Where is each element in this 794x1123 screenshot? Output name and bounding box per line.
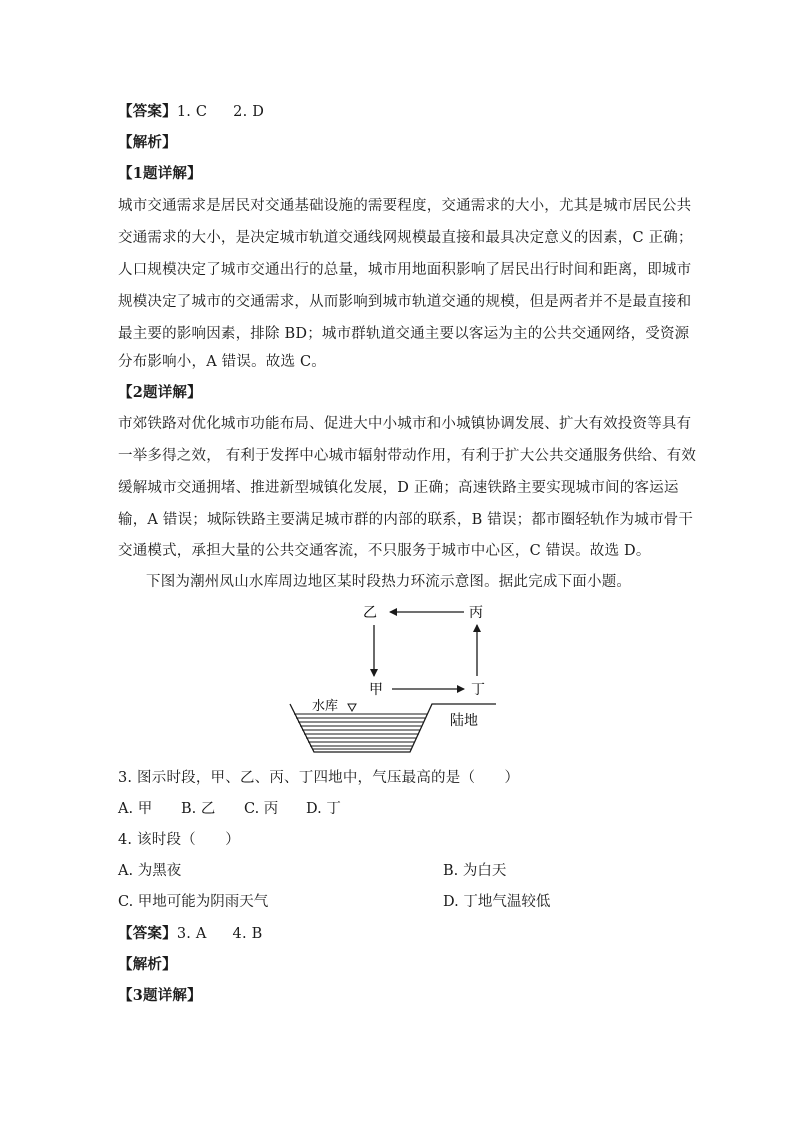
q1-text-line: 最主要的影响因素，排除 BD；城市群轨道交通主要以客运为主的公共交通网络，受资源 <box>118 326 690 342</box>
answer-label: 【答案】 <box>118 103 177 120</box>
analysis-label: 【解析】 <box>118 956 177 973</box>
q2-text-line: 交通模式，承担大量的公共交通客流，不只服务于城市中心区，C 错误。故选 D。 <box>118 543 651 559</box>
q1-text-line: 分布影响小，A 错误。故选 C。 <box>118 354 326 370</box>
q1-text-line: 人口规模决定了城市交通出行的总量，城市用地面积影响了居民出行时间和距离，即城市 <box>118 262 692 278</box>
thermal-circulation-diagram <box>286 598 496 758</box>
answer-1: 1. C <box>176 104 208 120</box>
label-yi: 乙 <box>363 605 377 621</box>
q1-text-line: 规模决定了城市的交通需求，从而影响到城市轨道交通的规模，但是两者并不是最直接和 <box>118 294 692 310</box>
water-lines <box>294 714 428 749</box>
q3-option-c[interactable]: C. 丙 <box>244 801 279 817</box>
label-ding: 丁 <box>471 682 485 698</box>
q2-text-line: 市郊铁路对优化城市功能布局、促进大中小城市和小城镇协调发展、扩大有效投资等具有 <box>118 416 692 432</box>
q1-text-line: 城市交通需求是居民对交通基础设施的需要程度，交通需求的大小，尤其是城市居民公共 <box>118 198 692 214</box>
q2-heading: 【2题详解】 <box>118 384 202 401</box>
q4-option-a[interactable]: A. 为黑夜 <box>118 863 182 879</box>
q2-text-line: 一举多得之效， 有利于发挥中心城市辐射带动作用，有利于扩大公共交通服务供给、有效 <box>118 448 697 464</box>
diagram-intro: 下图为潮州凤山水库周边地区某时段热力环流示意图。据此完成下面小题。 <box>146 574 632 590</box>
q1-heading: 【1题详解】 <box>118 165 202 182</box>
label-jia: 甲 <box>369 682 383 698</box>
answer-label: 【答案】 <box>118 925 177 942</box>
answer-line-1 <box>118 102 688 122</box>
q3-option-b[interactable]: B. 乙 <box>181 801 216 817</box>
q3-option-d[interactable]: D. 丁 <box>306 801 341 817</box>
q3-heading: 【3题详解】 <box>118 987 202 1004</box>
answer-4: 4. B <box>232 926 263 942</box>
q4-stem: 4. 该时段（ ） <box>118 832 240 848</box>
q3-option-a[interactable]: A. 甲 <box>118 801 153 817</box>
label-bing: 丙 <box>469 605 483 621</box>
label-land: 陆地 <box>450 713 478 729</box>
q4-option-c[interactable]: C. 甲地可能为阴雨天气 <box>118 894 269 910</box>
q2-text-line: 缓解城市交通拥堵、推进新型城镇化发展，D 正确；高速铁路主要实现城市间的客运运 <box>118 480 679 496</box>
q3-stem: 3. 图示时段，甲、乙、丙、丁四地中，气压最高的是（ ） <box>118 770 520 786</box>
q4-option-b[interactable]: B. 为白天 <box>443 863 507 879</box>
water-level-icon <box>348 704 356 711</box>
answer-2: 2. D <box>233 104 265 120</box>
answer-line-2 <box>118 924 688 944</box>
answer-3: 3. A <box>176 926 207 942</box>
q2-text-line: 输，A 错误；城际铁路主要满足城市群的内部的联系，B 错误；都市圈轻轨作为城市骨干 <box>118 512 694 528</box>
analysis-label: 【解析】 <box>118 134 177 151</box>
q4-option-d[interactable]: D. 丁地气温较低 <box>443 894 551 910</box>
label-reservoir: 水库 <box>312 699 339 714</box>
q1-text-line: 交通需求的大小，是决定城市轨道交通线网规模最直接和最具决定意义的因素，C 正确； <box>118 230 693 246</box>
